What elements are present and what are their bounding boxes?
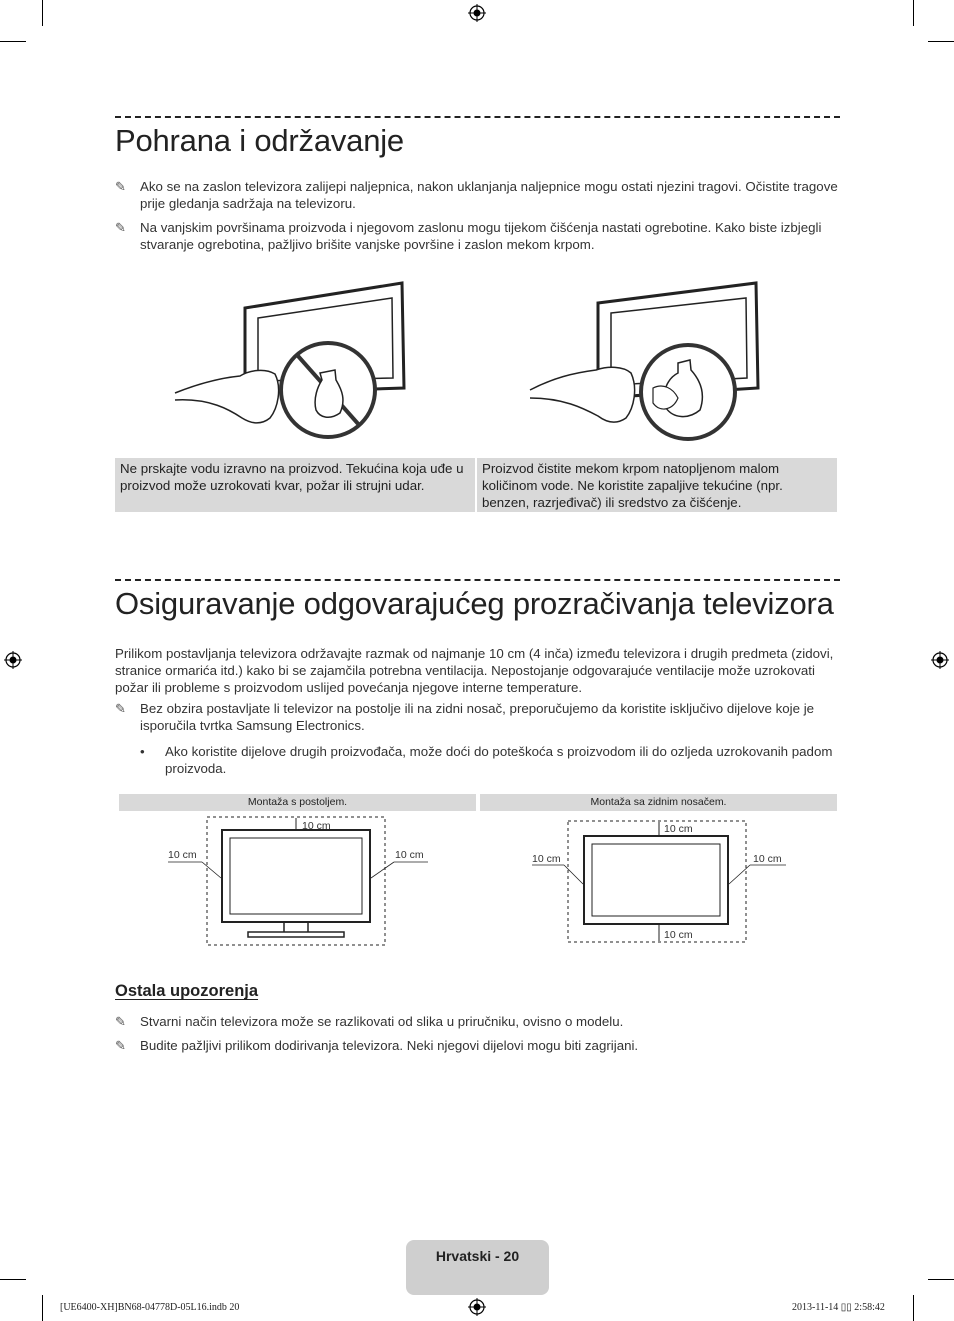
note-item: ✎ Ako se na zaslon televizora zalijepi naljepnica, nakon uklanjanja naljepnice mogu ostati njezini tragovi. Očistite tragove prije gledanja sadržaja na televizoru. (115, 179, 838, 211)
diagram-heading-stand: Montaža s postoljem. (119, 794, 476, 811)
pencil-note-icon: ✎ (115, 179, 126, 194)
wipe-cloth-illustration (528, 278, 773, 448)
bullet-item: • Ako koristite dijelove drugih proizvođača, može doći do poteškoća s proizvodom ili do ozljeda uzrokovanih padom proizvoda. (140, 744, 833, 776)
pencil-note-icon: ✎ (115, 1014, 126, 1029)
print-timestamp: 2013-11-14 ▯▯ 2:58:42 (792, 1302, 885, 1313)
diagram-heading-wall: Montaža sa zidnim nosačem. (480, 794, 837, 811)
crop-mark (42, 0, 43, 26)
wall-mount-diagram (528, 812, 798, 947)
pencil-note-icon: ✎ (115, 1038, 126, 1053)
clearance-left-label: 10 cm (532, 853, 561, 865)
note-item: ✎ Stvarni način televizora može se razlikovati od slika u priručniku, ovisno o modelu. (115, 1014, 624, 1029)
crop-mark (0, 1279, 26, 1280)
section-divider (115, 116, 840, 118)
pencil-note-icon: ✎ (115, 701, 126, 716)
note-item: ✎ Bez obzira postavljate li televizor na postolje ili na zidni nosač, preporučujemo da koristite isključivo dijelove koje je isporučila tvrtka Samsung Electronics. (115, 701, 815, 733)
crop-mark (0, 41, 26, 42)
clearance-right-label: 10 cm (753, 853, 782, 865)
clearance-right-label: 10 cm (395, 849, 424, 861)
clearance-top-label: 10 cm (302, 820, 331, 832)
ventilation-paragraph: Prilikom postavljanja televizora održavajte razmak od najmanje 10 cm (4 inča) između televizora i drugih predmeta (zidovi, stranice ormarića itd.) kako bi se zajamčila potrebna ventilacija. Nepostojanje odgovarajuće ventilacije može uzrokovati požar ili probleme s proizvodom uslijed povećanja njegove interne temperature. (115, 646, 834, 695)
page-number-label: Hrvatski - 20 (435, 1248, 520, 1264)
section-title-storage: Pohrana i održavanje (115, 123, 404, 158)
pencil-note-icon: ✎ (115, 220, 126, 235)
note-item: ✎ Budite pažljivi prilikom dodirivanja televizora. Neki njegovi dijelovi mogu biti zagrijani. (115, 1038, 639, 1053)
crop-mark (913, 0, 914, 26)
subsection-title-other-warnings: Ostala upozorenja (115, 982, 259, 1000)
caption-wipe-cloth: Proizvod čistite mekom krpom natopljenom malom količinom vode. Ne koristite zapaljive tekućine (npr. benzen, razrjeđivač) ili sredstvo za čišćenje. (477, 458, 837, 512)
crop-mark (913, 1295, 914, 1321)
section-title-ventilation: Osiguravanje odgovarajućeg prozračivanja televizora (115, 586, 834, 621)
registration-mark-icon (4, 651, 22, 669)
registration-mark-icon (931, 651, 949, 669)
stand-mount-diagram (160, 812, 440, 947)
print-file-info: [UE6400-XH]BN68-04778D-05L16.indb 20 (60, 1302, 240, 1313)
caption-no-spray: Ne prskajte vodu izravno na proizvod. Tekućina koja uđe u proizvod može uzrokovati kvar, požar ili strujni udar. (115, 458, 475, 512)
section-divider (115, 579, 840, 581)
clearance-left-label: 10 cm (168, 849, 197, 861)
clearance-bottom-label: 10 cm (664, 929, 693, 941)
note-item: ✎ Na vanjskim površinama proizvoda i njegovom zaslonu mogu tijekom čišćenja nastati ogrebotine. Kako biste izbjegli stvaranje ogrebotina, pažljivo brišite vanjske površine i zaslon mekom krpom. (115, 220, 822, 252)
crop-mark (928, 1279, 954, 1280)
clearance-top-label: 10 cm (664, 823, 693, 835)
registration-mark-icon (468, 4, 486, 22)
crop-mark (42, 1295, 43, 1321)
registration-mark-icon (468, 1298, 486, 1316)
crop-mark (928, 41, 954, 42)
bullet-dot: • (140, 744, 145, 759)
no-spray-illustration (170, 278, 415, 448)
